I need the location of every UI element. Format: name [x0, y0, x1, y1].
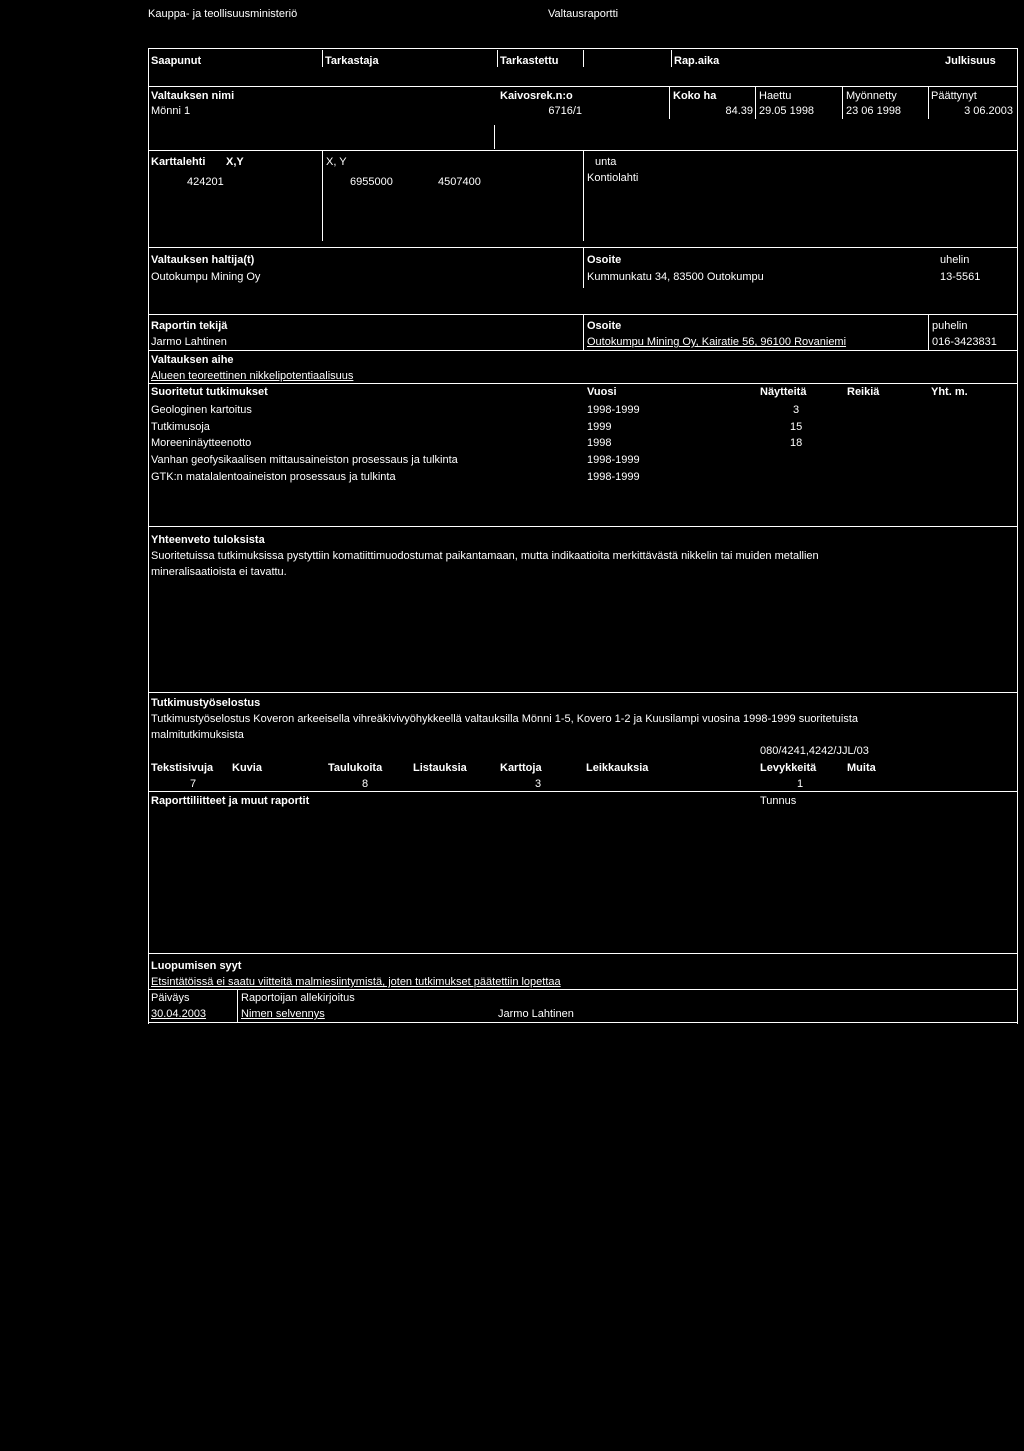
name-clarification: Jarmo Lahtinen: [498, 1008, 574, 1020]
row-divider: [148, 989, 1018, 990]
divider: [583, 315, 584, 351]
label-applied: Haettu: [759, 90, 792, 102]
divider: [842, 87, 843, 119]
study-year: 1998-1999: [587, 404, 640, 416]
claim-name: Mönni 1: [151, 105, 191, 117]
tables-count: 8: [362, 778, 369, 790]
text-pages: 7: [190, 778, 197, 790]
label-work-report: Tutkimustyöselostus: [151, 697, 261, 709]
divider: [322, 151, 323, 241]
label-ended: Päättynyt: [931, 90, 977, 102]
author-address: Outokumpu Mining Oy, Kairatie 56, 96100 Rovaniemi: [587, 336, 847, 348]
col-total: Yht. m.: [931, 386, 968, 398]
municipality: Kontiolahti: [587, 172, 639, 184]
label-saapunut: Saapunut: [151, 55, 202, 67]
label-summary: Yhteenveto tuloksista: [151, 534, 265, 546]
label-signature: Raportoijan allekirjoitus: [241, 992, 355, 1004]
label-holder-phone: uhelin: [940, 254, 970, 266]
label-listings: Listauksia: [413, 762, 467, 774]
label-date: Päiväys: [151, 992, 190, 1004]
label-area: Koko ha: [673, 90, 717, 102]
label-tarkastaja: Tarkastaja: [325, 55, 379, 67]
claim-granted: 23 06 1998: [846, 105, 902, 117]
maps-count: 3: [535, 778, 542, 790]
label-rap-aika: Rap.aika: [674, 55, 720, 67]
label-sections: Leikkauksia: [586, 762, 649, 774]
study-name: Tutkimusoja: [151, 421, 210, 433]
holder-address: Kummunkatu 34, 83500 Outokumpu: [587, 271, 764, 283]
divider: [669, 87, 670, 119]
label-abandonment: Luopumisen syyt: [151, 960, 242, 972]
author-phone: 016-3423831: [932, 336, 997, 348]
divider: [583, 248, 584, 288]
report-type: Valtausraportti: [548, 8, 619, 20]
label-julkisuus: Julkisuus: [945, 55, 996, 67]
divider: [322, 50, 323, 67]
coord-y: 4507400: [438, 176, 481, 188]
divider: [497, 50, 498, 67]
row-divider: [148, 791, 1018, 792]
holder-phone: 13-5561: [940, 271, 981, 283]
col-year: Vuosi: [587, 386, 617, 398]
row-divider: [148, 383, 1018, 384]
study-name: GTK:n matalalentoaineiston prosessaus ja tulkinta: [151, 471, 396, 483]
row-divider: [148, 953, 1018, 954]
summary-line-2: mineralisaatioista ei tavattu.: [151, 566, 287, 578]
frame-top-line: [148, 48, 1018, 49]
divider: [583, 151, 584, 241]
label-xy-2: X, Y: [326, 156, 347, 168]
disks-count: 1: [797, 778, 804, 790]
label-id: Tunnus: [760, 795, 797, 807]
label-figures: Kuvia: [232, 762, 262, 774]
date-value: 30.04.2003: [151, 1008, 207, 1020]
label-disks: Levykkeitä: [760, 762, 817, 774]
claim-applied: 29.05 1998: [759, 105, 815, 117]
label-author: Raportin tekijä: [151, 320, 228, 332]
divider: [237, 990, 238, 1022]
row-divider: [148, 86, 1018, 87]
divider: [494, 125, 495, 149]
abandonment-text: Etsintätöissä ei saatu viitteitä malmiesiintymistä, joten tutkimukset päätettiin lopettaa: [151, 976, 561, 988]
label-tables: Taulukoita: [328, 762, 383, 774]
frame-bottom-line: [148, 1022, 1018, 1023]
study-samples: 15: [790, 421, 803, 433]
row-divider: [148, 526, 1018, 527]
divider: [928, 87, 929, 119]
study-year: 1998-1999: [587, 454, 640, 466]
divider: [583, 50, 584, 67]
divider: [671, 50, 672, 67]
label-granted: Myönnetty: [846, 90, 897, 102]
label-reg: Kaivosrek.n:o: [500, 90, 573, 102]
label-other: Muita: [847, 762, 876, 774]
label-subject: Valtauksen aihe: [151, 354, 234, 366]
label-attachments: Raporttiliitteet ja muut raportit: [151, 795, 310, 807]
label-holder: Valtauksen haltija(t): [151, 254, 255, 266]
claim-ended: 3 06.2003: [964, 105, 1013, 117]
map-sheet: 424201: [187, 176, 224, 188]
holder-name: Outokumpu Mining Oy: [151, 271, 261, 283]
divider: [755, 87, 756, 119]
study-samples: 18: [790, 437, 803, 449]
frame-left-line: [148, 48, 149, 1024]
label-name-clarification: Nimen selvennys: [241, 1008, 325, 1020]
label-tarkastettu: Tarkastettu: [500, 55, 559, 67]
label-xy: X,Y: [226, 156, 244, 168]
study-samples: 3: [793, 404, 800, 416]
study-name: Vanhan geofysikaalisen mittausaineiston prosessaus ja tulkinta: [151, 454, 458, 466]
report-code: 080/4241,4242/JJL/03: [760, 745, 869, 757]
summary-line-1: Suoritetuissa tutkimuksissa pystyttiin komatiittimuodostumat paikantamaan, mutta indikaatioita merkittävästä nikkelin tai muiden metallien: [151, 550, 819, 562]
row-divider: [148, 692, 1018, 693]
study-name: Geologinen kartoitus: [151, 404, 252, 416]
label-sheet: Karttalehti: [151, 156, 206, 168]
work-report-line-1: Tutkimustyöselostus Koveron arkeeisella vihreäkivivyöhykkeellä valtauksilla Mönni 1-5, Kovero 1-2 ja Kuusilampi vuosina 1998-1999 suoritetuista: [151, 713, 859, 725]
label-holder-address: Osoite: [587, 254, 622, 266]
coord-x: 6955000: [350, 176, 393, 188]
label-claim-name: Valtauksen nimi: [151, 90, 235, 102]
col-holes: Reikiä: [847, 386, 880, 398]
work-report-line-2: malmitutkimuksista: [151, 729, 244, 741]
frame-right-line: [1017, 48, 1018, 1024]
author-name: Jarmo Lahtinen: [151, 336, 227, 348]
label-author-phone: puhelin: [932, 320, 968, 332]
study-year: 1998: [587, 437, 612, 449]
label-text-pages: Tekstisivuja: [151, 762, 214, 774]
claim-area: 84.39: [725, 105, 753, 117]
label-municipality: unta: [595, 156, 617, 168]
label-maps: Karttoja: [500, 762, 542, 774]
label-studies: Suoritetut tutkimukset: [151, 386, 268, 398]
subject-text: Alueen teoreettinen nikkelipotentiaalisuus: [151, 370, 354, 382]
ministry-title: Kauppa- ja teollisuusministeriö: [148, 8, 298, 20]
study-name: Moreeninäytteenotto: [151, 437, 252, 449]
row-divider: [148, 350, 1018, 351]
study-year: 1999: [587, 421, 612, 433]
col-samples: Näytteitä: [760, 386, 807, 398]
divider: [928, 315, 929, 351]
claim-reg: 6716/1: [548, 105, 582, 117]
label-author-address: Osoite: [587, 320, 622, 332]
study-year: 1998-1999: [587, 471, 640, 483]
